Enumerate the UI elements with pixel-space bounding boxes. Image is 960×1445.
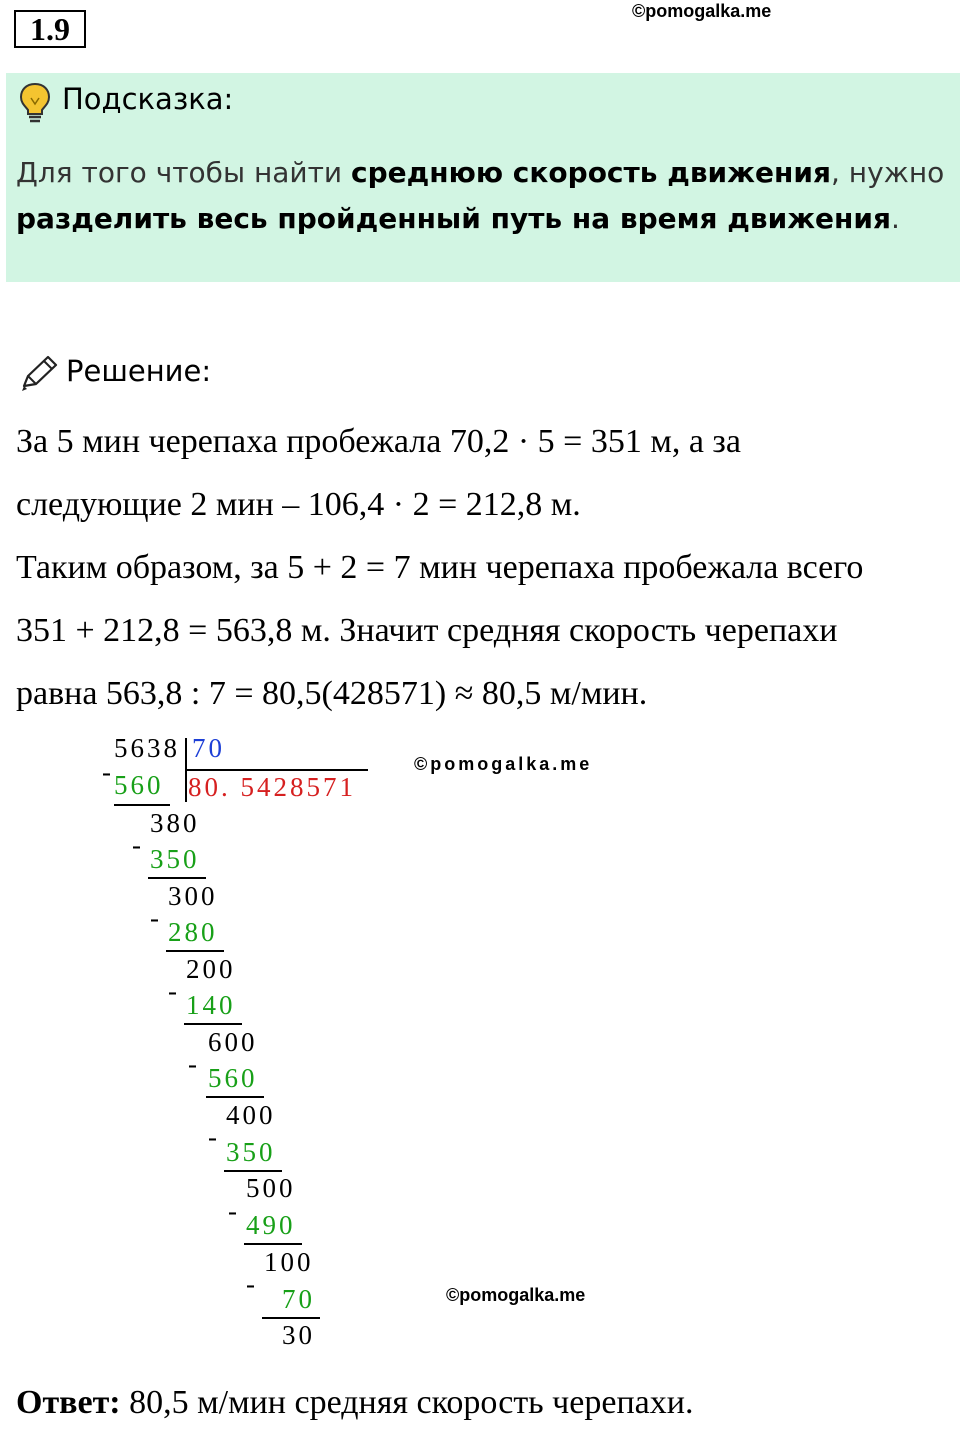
subtrahend: 140 — [186, 990, 236, 1020]
hint-bold-1: среднюю скорость движения — [351, 156, 831, 189]
subtrahend: 280 — [168, 917, 218, 947]
hint-text-3: . — [891, 202, 900, 235]
remainder: 500 — [246, 1173, 296, 1203]
minus-sign: - — [246, 1269, 258, 1299]
task-number: 1.9 — [14, 10, 86, 48]
remainder: 380 — [150, 808, 200, 838]
solution-line: Таким образом, за 5 + 2 = 7 мин черепаха пробежала всего — [16, 549, 864, 586]
hint-text-2: , нужно — [830, 156, 945, 189]
division-bracket-horizontal — [185, 769, 368, 771]
watermark: ©pomogalka.me — [414, 754, 593, 774]
answer-label: Ответ: — [16, 1384, 121, 1421]
subtraction-line — [206, 1096, 264, 1098]
solution-line: следующие 2 мин – 106,4 · 2 = 212,8 м. — [16, 486, 581, 523]
minus-sign: - — [102, 757, 114, 787]
divisor: 70 — [192, 733, 225, 763]
subtraction-line — [166, 950, 224, 952]
subtrahend: 70 — [282, 1284, 315, 1314]
solution-title: Решение: — [66, 354, 212, 388]
final-remainder: 30 — [282, 1320, 315, 1350]
remainder: 100 — [264, 1247, 314, 1277]
subtraction-line — [114, 804, 170, 806]
solution-line: равна 563,8 : 7 = 80,5(428571) ≈ 80,5 м/мин. — [16, 675, 648, 712]
remainder: 300 — [168, 881, 218, 911]
solution-line: 351 + 212,8 = 563,8 м. Значит средняя скорость черепахи — [16, 612, 838, 649]
minus-sign: - — [208, 1122, 220, 1152]
hint-title: Подсказка: — [62, 82, 234, 116]
minus-sign: - — [168, 976, 180, 1006]
subtrahend: 350 — [150, 844, 200, 874]
subtraction-line — [262, 1317, 320, 1319]
dividend: 5638 — [114, 733, 180, 763]
subtrahend: 560 — [114, 770, 164, 800]
solution-line: За 5 мин черепаха пробежала 70,2 · 5 = 351 м, а за — [16, 423, 741, 460]
quotient: 80. 5428571 — [188, 772, 356, 802]
remainder: 200 — [186, 954, 236, 984]
minus-sign: - — [228, 1196, 240, 1226]
remainder: 600 — [208, 1027, 258, 1057]
hint-bold-2: разделить весь пройденный путь на время движения — [16, 202, 891, 235]
watermark: ©pomogalka.me — [632, 1, 772, 21]
subtrahend: 560 — [208, 1063, 258, 1093]
subtraction-line — [244, 1243, 302, 1245]
subtrahend: 350 — [226, 1137, 276, 1167]
answer — [16, 1384, 693, 1422]
watermark: ©pomogalka.me — [446, 1285, 586, 1305]
answer-text: 80,5 м/мин средняя скорость черепахи. — [120, 1384, 694, 1421]
minus-sign: - — [188, 1049, 200, 1079]
remainder: 400 — [226, 1100, 276, 1130]
minus-sign: - — [132, 830, 144, 860]
subtraction-line — [184, 1023, 242, 1025]
subtraction-line — [148, 877, 206, 879]
subtraction-line — [224, 1170, 282, 1172]
minus-sign: - — [150, 903, 162, 933]
subtrahend: 490 — [246, 1210, 296, 1240]
hint-text-1: Для того чтобы найти — [16, 156, 352, 189]
